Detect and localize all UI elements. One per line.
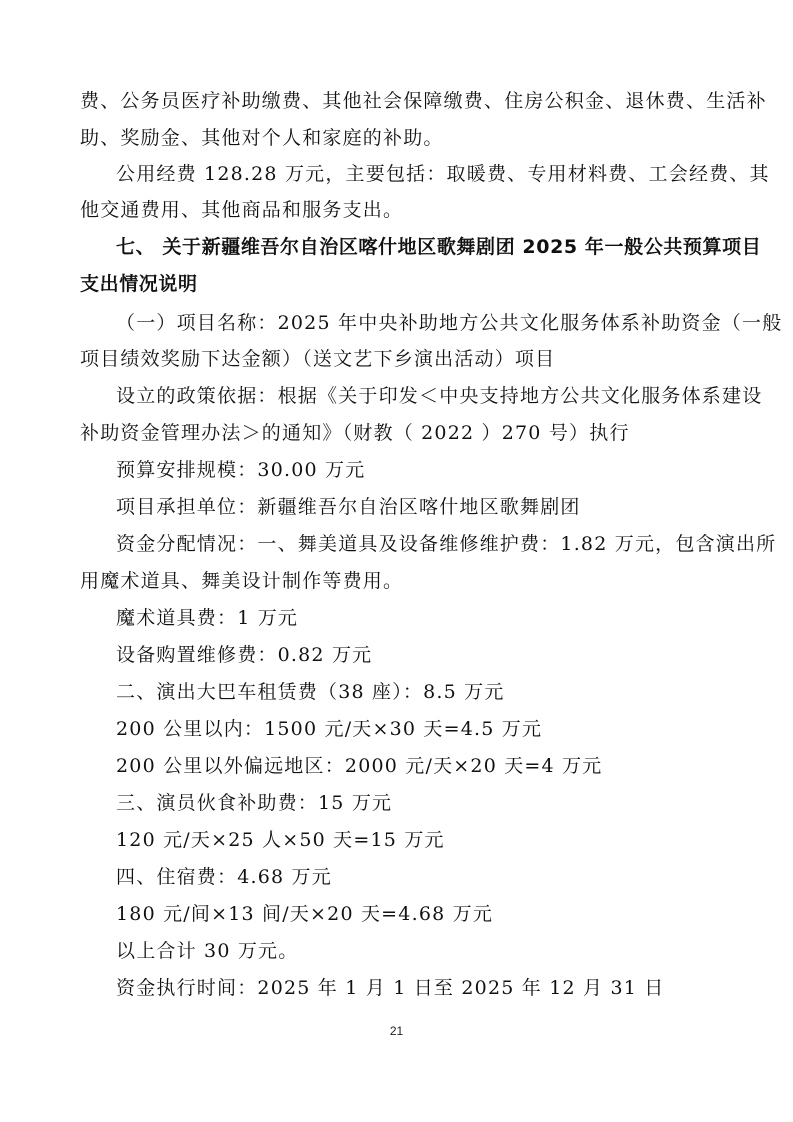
undertaking-unit: 项目承担单位：新疆维吾尔自治区喀什地区歌舞剧团 — [116, 496, 581, 518]
total-amount: 以上合计 30 万元。 — [116, 940, 299, 962]
execution-period: 资金执行时间：2025 年 1 月 1 日至 2025 年 12 月 31 日 — [116, 977, 665, 999]
paragraph-line: 公用经费 128.28 万元，主要包括：取暖费、专用材料费、工会经费、其 — [116, 163, 770, 185]
bus-within-200km: 200 公里以内：1500 元/天×30 天=4.5 万元 — [116, 718, 543, 740]
equipment-repair-cost: 设备购置维修费：0.82 万元 — [116, 644, 373, 666]
accommodation-calculation: 180 元/间×13 间/天×20 天=4.68 万元 — [116, 903, 494, 925]
paragraph-line: 助、奖励金、其他对个人和家庭的补助。 — [80, 127, 444, 149]
section-heading: 七、 关于新疆维吾尔自治区喀什地区歌舞剧团 2025 年一般公共预算项目 — [116, 236, 762, 258]
page-number: 21 — [389, 1024, 404, 1038]
policy-basis-continued: 补助资金管理办法＞的通知》（财教（ 2022 ）270 号）执行 — [80, 422, 630, 444]
meal-subsidy: 三、演员伙食补助费：15 万元 — [116, 792, 393, 814]
policy-basis: 设立的政策依据：根据《关于印发＜中央支持地方公共文化服务体系建设 — [116, 385, 763, 407]
fund-allocation-continued: 用魔术道具、舞美设计制作等费用。 — [80, 570, 404, 592]
meal-calculation: 120 元/天×25 人×50 天=15 万元 — [116, 829, 445, 851]
project-name-continued: 项目绩效奖励下达金额）（送文艺下乡演出活动）项目 — [80, 348, 556, 370]
magic-props-cost: 魔术道具费：1 万元 — [116, 607, 299, 629]
bus-beyond-200km: 200 公里以外偏远地区：2000 元/天×20 天=4 万元 — [116, 755, 603, 777]
project-name: （一）项目名称：2025 年中央补助地方公共文化服务体系补助资金（一般 — [116, 312, 783, 334]
paragraph-line: 他交通费用、其他商品和服务支出。 — [80, 199, 404, 221]
bus-rental-cost: 二、演出大巴车租赁费（38 座）：8.5 万元 — [116, 681, 505, 703]
section-heading-continued: 支出情况说明 — [80, 273, 198, 295]
budget-scale: 预算安排规模：30.00 万元 — [116, 459, 366, 481]
paragraph-line: 费、公务员医疗补助缴费、其他社会保障缴费、住房公积金、退休费、生活补 — [80, 90, 767, 112]
accommodation-cost: 四、住宿费：4.68 万元 — [116, 866, 332, 888]
fund-allocation: 资金分配情况：一、舞美道具及设备维修维护费：1.82 万元，包含演出所 — [116, 533, 777, 555]
